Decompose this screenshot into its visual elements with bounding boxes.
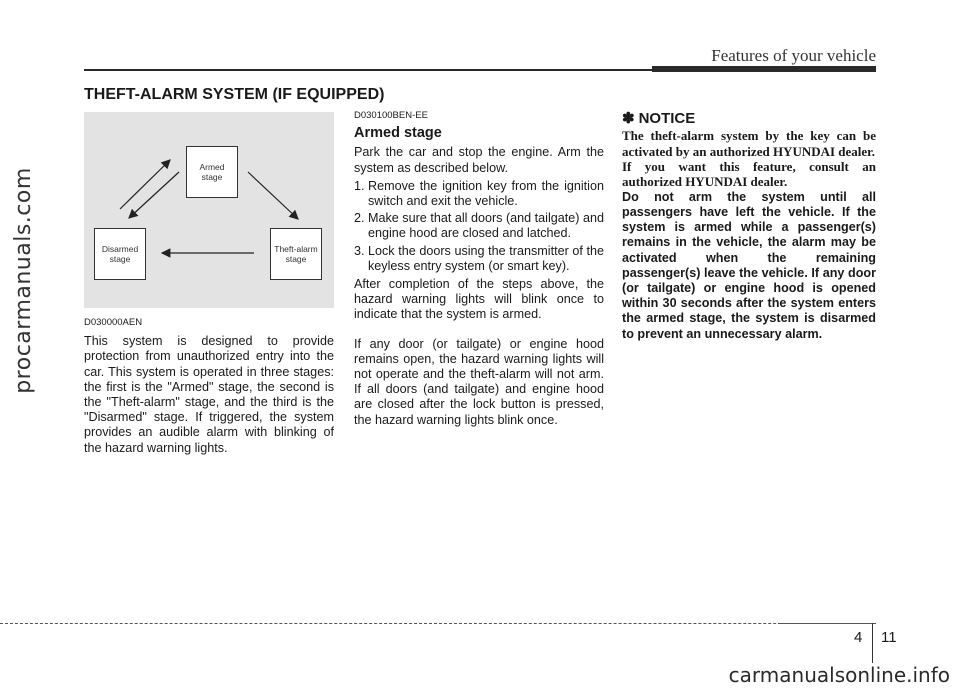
theft-alarm-stage-label-2: stage [285,254,307,264]
arrow-armed-to-theft [248,172,298,219]
disarmed-stage-label-1: Disarmed [101,244,139,254]
disarmed-stage-box [94,228,146,280]
header-rule-accent [652,66,876,72]
armed-confirmation-paragraph: After completion of the steps above, the hazard warning lights will blink once to indicate that the system is armed. [354,277,604,322]
notice-warning: Do not arm the system until all passengers have left the vehicle. If the system is armed while a passenger(s) remains in the vehicle, the alarm may be activated when the remaining passenger(s) leave the vehicle. If any door (or tailgate) or engine hood is opened within 30 seconds after the system enters the armed stage, the system is disarmed to prevent an unnecessary alarm. [622,189,876,341]
list-item [354,211,604,241]
step-number: 3. [354,243,365,258]
page-number: 11 [881,629,897,646]
footer-rule-solid [778,623,876,624]
step-text: Remove the ignition key from the ignition switch and exit the vehicle. [368,178,604,209]
footer-rule [0,623,876,624]
step-number: 1. [354,178,365,193]
notice-line-2: If you want this feature, consult an authorized HYUNDAI dealer. [622,159,876,190]
notice-line-1: The theft-alarm system by the key can be activated by an authorized HYUNDAI dealer. [622,128,876,159]
armed-stage-label-2: stage [201,172,223,182]
armed-stage-heading: Armed stage [354,125,442,142]
armed-stage-box [186,146,238,198]
section-code: D030000AEN [84,317,143,328]
notice-heading [622,111,876,126]
intro-paragraph: This system is designed to provide protection from unauthorized entry into the car. This system is operated in three stages: the first is the "Armed" stage, the second is the "Theft-alarm" stage, and the third is the "Disarmed" stage. If triggered, the system provides an audible alarm with blinking of the hazard warning lights. [84,334,334,455]
armed-stage-intro: Park the car and stop the engine. Arm the system as described below. [354,145,604,175]
column-right [622,108,876,342]
alarm-stage-diagram [84,112,334,308]
list-item [354,244,604,274]
arming-steps-list [354,179,604,274]
side-watermark-text: procarmanuals.com [10,166,36,394]
notice-title: NOTICE [638,110,696,127]
disarmed-stage-label-2: stage [109,254,131,264]
step-number: 2. [354,211,365,226]
bottom-watermark: carmanualsonline.info [728,663,950,687]
arrow-armed-to-disarmed [129,172,179,218]
armed-stage-label-1: Armed [199,162,225,172]
column-left [84,112,334,456]
arrow-disarmed-to-armed [120,160,170,209]
notice-icon: ✽ [622,110,635,127]
step-text: Lock the doors using the transmitter of the keyless entry system (or smart key). [368,243,604,273]
side-watermark [6,70,40,490]
chapter-number: 4 [854,629,863,646]
theft-alarm-stage-box [270,228,322,280]
theft-alarm-stage-label-1: Theft-alarm [274,244,318,254]
door-open-paragraph: If any door (or tailgate) or engine hood remains open, the hazard warning lights will not operate and the theft-alarm will not arm. If all doors (and tailgate) and engine hood are closed after the lock button is pressed, the hazard warning lights blink once. [354,336,604,427]
chapter-header-title: Features of your vehicle [711,46,876,65]
section-title: THEFT-ALARM SYSTEM (IF EQUIPPED) [84,86,385,103]
column-middle [354,108,604,428]
list-item [354,179,604,209]
page-number-divider [872,623,873,663]
armed-stage-code: D030100BEN-EE [354,110,428,121]
step-text: Make sure that all doors (and tailgate) and engine hood are closed and latched. [368,211,604,241]
